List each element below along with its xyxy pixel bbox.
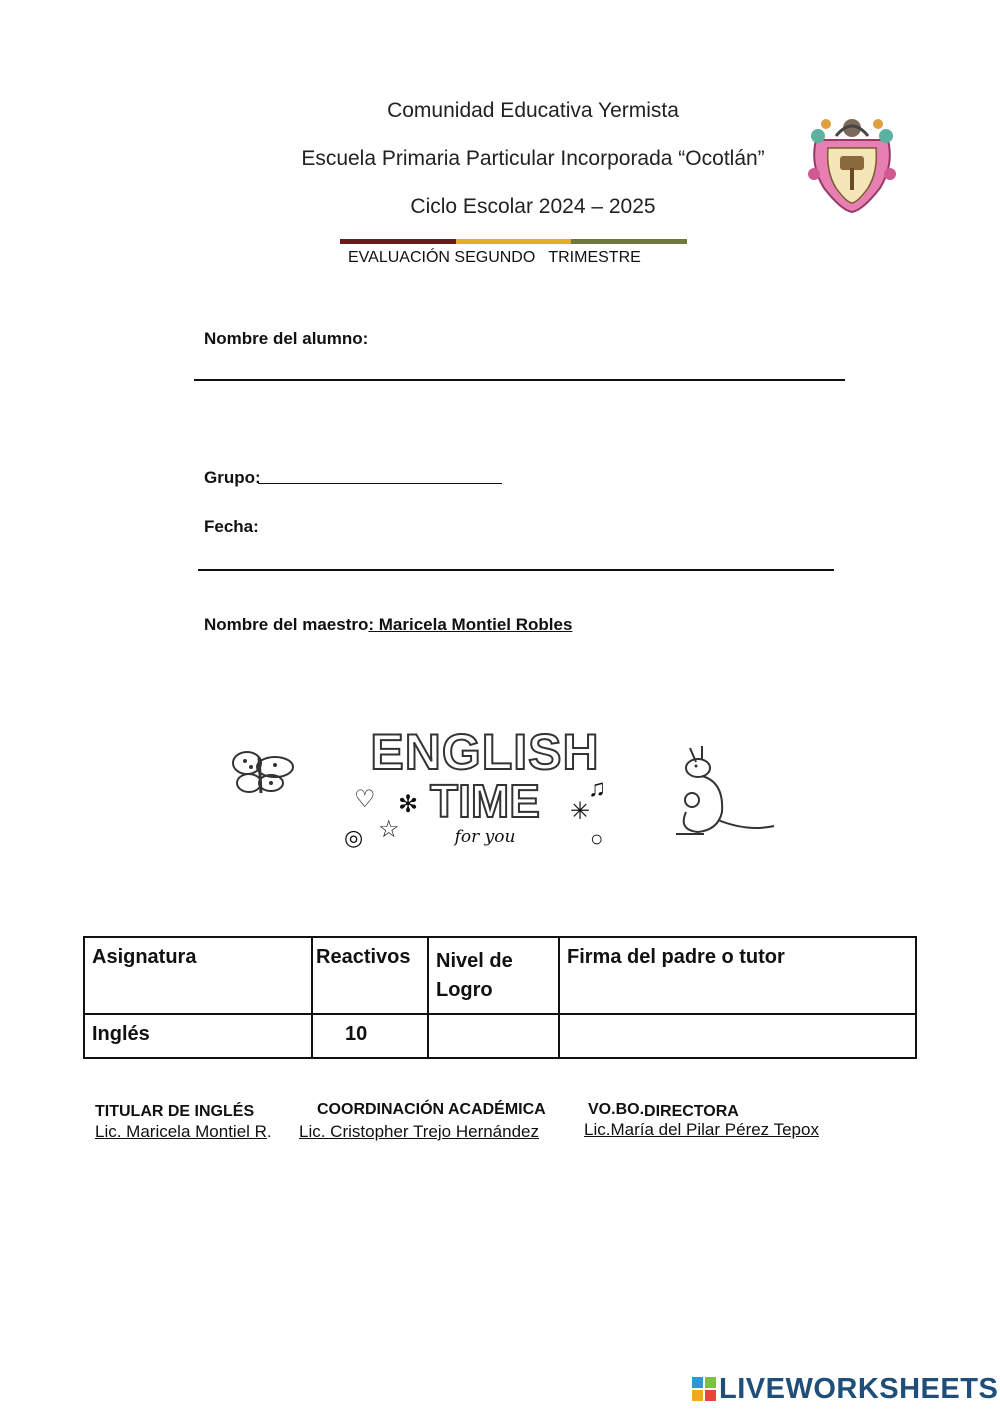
cell-level[interactable] <box>428 1014 559 1058</box>
sparkle-icon: ✳ <box>570 798 591 825</box>
school-cycle: Ciclo Escolar 2024 – 2025 <box>410 195 656 218</box>
table-header-row <box>84 937 916 1014</box>
school-crest-icon <box>806 110 898 214</box>
star-icon: ☆ <box>378 816 400 843</box>
kangaroo-icon <box>668 742 776 842</box>
heart-icon: ♡ <box>354 786 376 813</box>
teacher-name: : Maricela Montiel Robles <box>368 615 573 634</box>
stripe-segment-yellow <box>456 239 571 244</box>
teacher-label: Nombre del maestro <box>204 615 369 634</box>
header-cell-subject: Asignatura <box>84 937 312 1014</box>
grade-table <box>83 936 917 1059</box>
signature-name: Lic. Cristopher Trejo Hernández <box>299 1122 540 1141</box>
signature-suffix: . <box>266 1124 272 1141</box>
swirl-icon: ◎ <box>344 825 364 850</box>
stripe-segment-green <box>571 239 687 244</box>
banner-tagline: for you <box>454 827 516 847</box>
signature-block-english <box>95 1103 271 1142</box>
header-cell-items: Reactivos <box>312 937 428 1014</box>
signature-title-director: DIRECTORA <box>644 1103 739 1120</box>
banner-title-english: ENGLISH <box>370 724 600 780</box>
group-field[interactable] <box>258 483 502 484</box>
cell-items: 10 <box>312 1014 428 1058</box>
stripe-segment-red <box>340 239 456 244</box>
student-name-label: Nombre del alumno: <box>204 329 369 348</box>
table-row <box>84 1014 916 1058</box>
liveworksheets-brand[interactable]: LIVEWORKSHEETS <box>719 1373 999 1405</box>
signature-block-coordination <box>299 1101 546 1142</box>
school-name: Escuela Primaria Particular Incorporada “Ocotlán” <box>301 147 765 170</box>
flower-icon: ✻ <box>398 791 419 818</box>
signature-name: Lic. Maricela Montiel R <box>95 1122 267 1141</box>
header-cell-signature: Firma del padre o tutor <box>559 937 916 1014</box>
signature-title-vobo: VO.BO. <box>588 1101 645 1118</box>
date-field[interactable] <box>198 569 834 571</box>
group-label: Grupo: <box>204 468 261 487</box>
signature-title: COORDINACIÓN ACADÉMICA <box>317 1101 546 1118</box>
liveworksheets-logo-icon <box>692 1377 716 1401</box>
teacher-row <box>204 615 572 635</box>
signature-title: TITULAR DE INGLÉS <box>95 1103 255 1120</box>
date-label: Fecha: <box>204 517 259 536</box>
school-community: Comunidad Educativa Yermista <box>387 99 679 122</box>
music-note-icon: ♫ <box>588 775 606 802</box>
header-cell-level: Nivel de Logro <box>428 937 559 1014</box>
evaluation-title: EVALUACIÓN SEGUNDO TRIMESTRE <box>348 249 641 266</box>
cell-signature[interactable] <box>559 1014 916 1058</box>
signature-name: Lic.María del Pilar Pérez Tepox <box>584 1120 819 1139</box>
banner-title-time: TIME <box>430 775 540 827</box>
student-name-field[interactable] <box>194 379 845 381</box>
cell-subject: Inglés <box>84 1014 312 1058</box>
signature-block-director <box>584 1101 819 1140</box>
butterfly-icon <box>225 745 297 801</box>
circle-icon: ○ <box>590 826 604 851</box>
